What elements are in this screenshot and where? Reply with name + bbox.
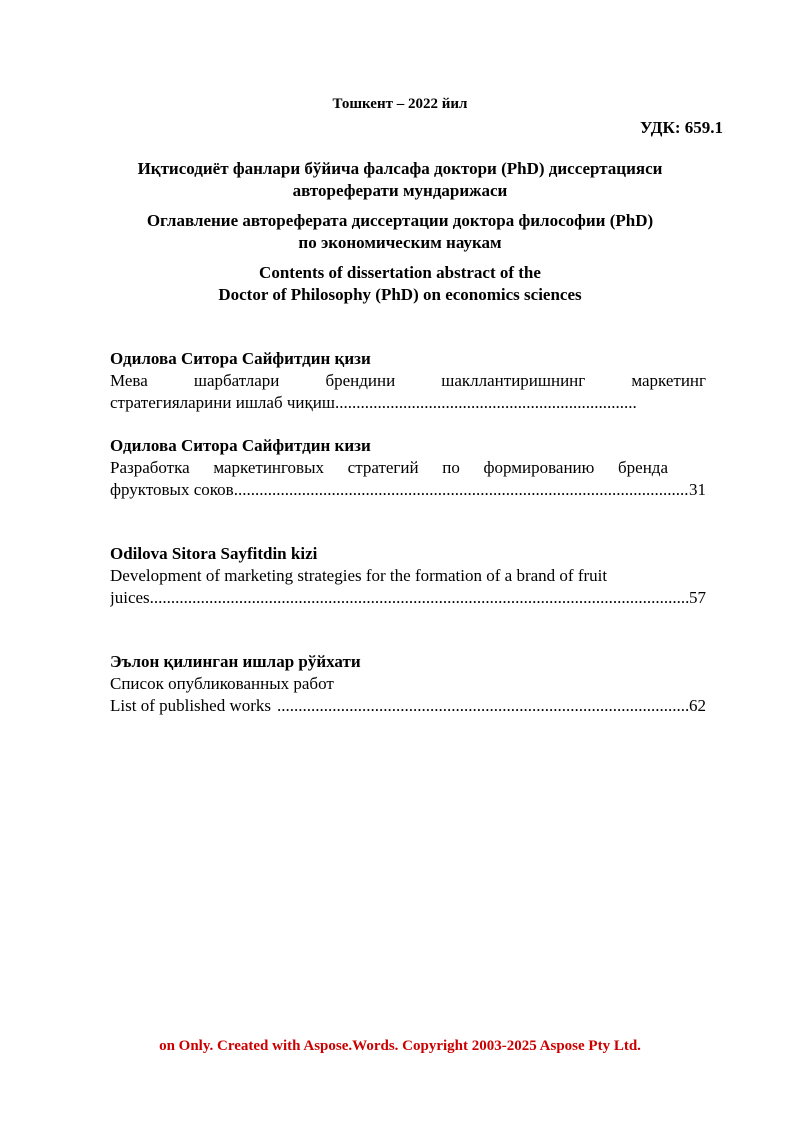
toc-title-russian-line2 — [110, 479, 706, 501]
title-uzbek — [0, 158, 800, 202]
toc-entry-published-works — [110, 651, 706, 717]
city-year: Тошкент – 2022 йил — [332, 96, 468, 112]
toc-author-russian: Одилова Ситора Сайфитдин кизи — [110, 436, 371, 455]
title-russian-line2: по экономическим наукам — [298, 233, 502, 252]
toc-title-english-line1: Development of marketing strategies for the formation of a brand of fruit — [110, 566, 608, 585]
toc-author-uzbek: Одилова Ситора Сайфитдин қизи — [110, 349, 371, 368]
toc-leader-dots — [150, 587, 689, 609]
toc-entry-english — [110, 543, 706, 609]
toc-title-uzbek-text: стратегияларини ишлаб чиқиш — [110, 393, 335, 412]
toc-title-russian-line1: Разработка маркетинговых стратегий по формированию бренда — [110, 458, 668, 477]
title-russian-line1: Оглавление автореферата диссертации доктора философии (PhD) — [146, 211, 654, 230]
toc-entry-uzbek — [110, 348, 706, 414]
published-works-heading: Эълон қилинган ишлар рўйхати — [110, 652, 361, 671]
toc-title-russian-text: фруктовых соков — [110, 480, 234, 499]
toc-title-uzbek-line2 — [110, 392, 636, 414]
toc-title-uzbek-line1: Мева шарбатлари брендини шакллантиришнинг маркетинг — [110, 371, 706, 390]
toc-leader-dots — [335, 392, 636, 414]
toc-page-english: 57 — [689, 588, 706, 607]
title-uzbek-line2: автореферати мундарижаси — [292, 181, 508, 200]
published-works-english-line — [110, 695, 706, 717]
toc-leader-dots — [234, 479, 689, 501]
published-works-english: List of published works — [110, 696, 272, 715]
toc-author-english: Odilova Sitora Sayfitdin kizi — [110, 544, 318, 563]
toc-entry-russian — [110, 435, 706, 501]
published-works-page: 62 — [689, 696, 706, 715]
toc-title-english-text: juices — [110, 588, 150, 607]
title-english-line1: Contents of dissertation abstract of the — [259, 263, 541, 282]
title-uzbek-line1: Иқтисодиёт фанлари бўйича фалсафа доктори (PhD) диссертацияси — [137, 159, 663, 178]
toc-leader-dots — [277, 695, 689, 717]
aspose-watermark: on Only. Created with Aspose.Words. Copyright 2003-2025 Aspose Pty Ltd. — [159, 1038, 641, 1054]
title-english-line2: Doctor of Philosophy (PhD) on economics sciences — [218, 285, 582, 304]
published-works-russian: Список опубликованных работ — [110, 674, 334, 693]
title-english — [0, 262, 800, 306]
udk-code: УДК: 659.1 — [640, 118, 723, 137]
title-russian — [0, 210, 800, 254]
toc-title-english-line2 — [110, 587, 706, 609]
toc-page-russian: 31 — [689, 480, 706, 499]
